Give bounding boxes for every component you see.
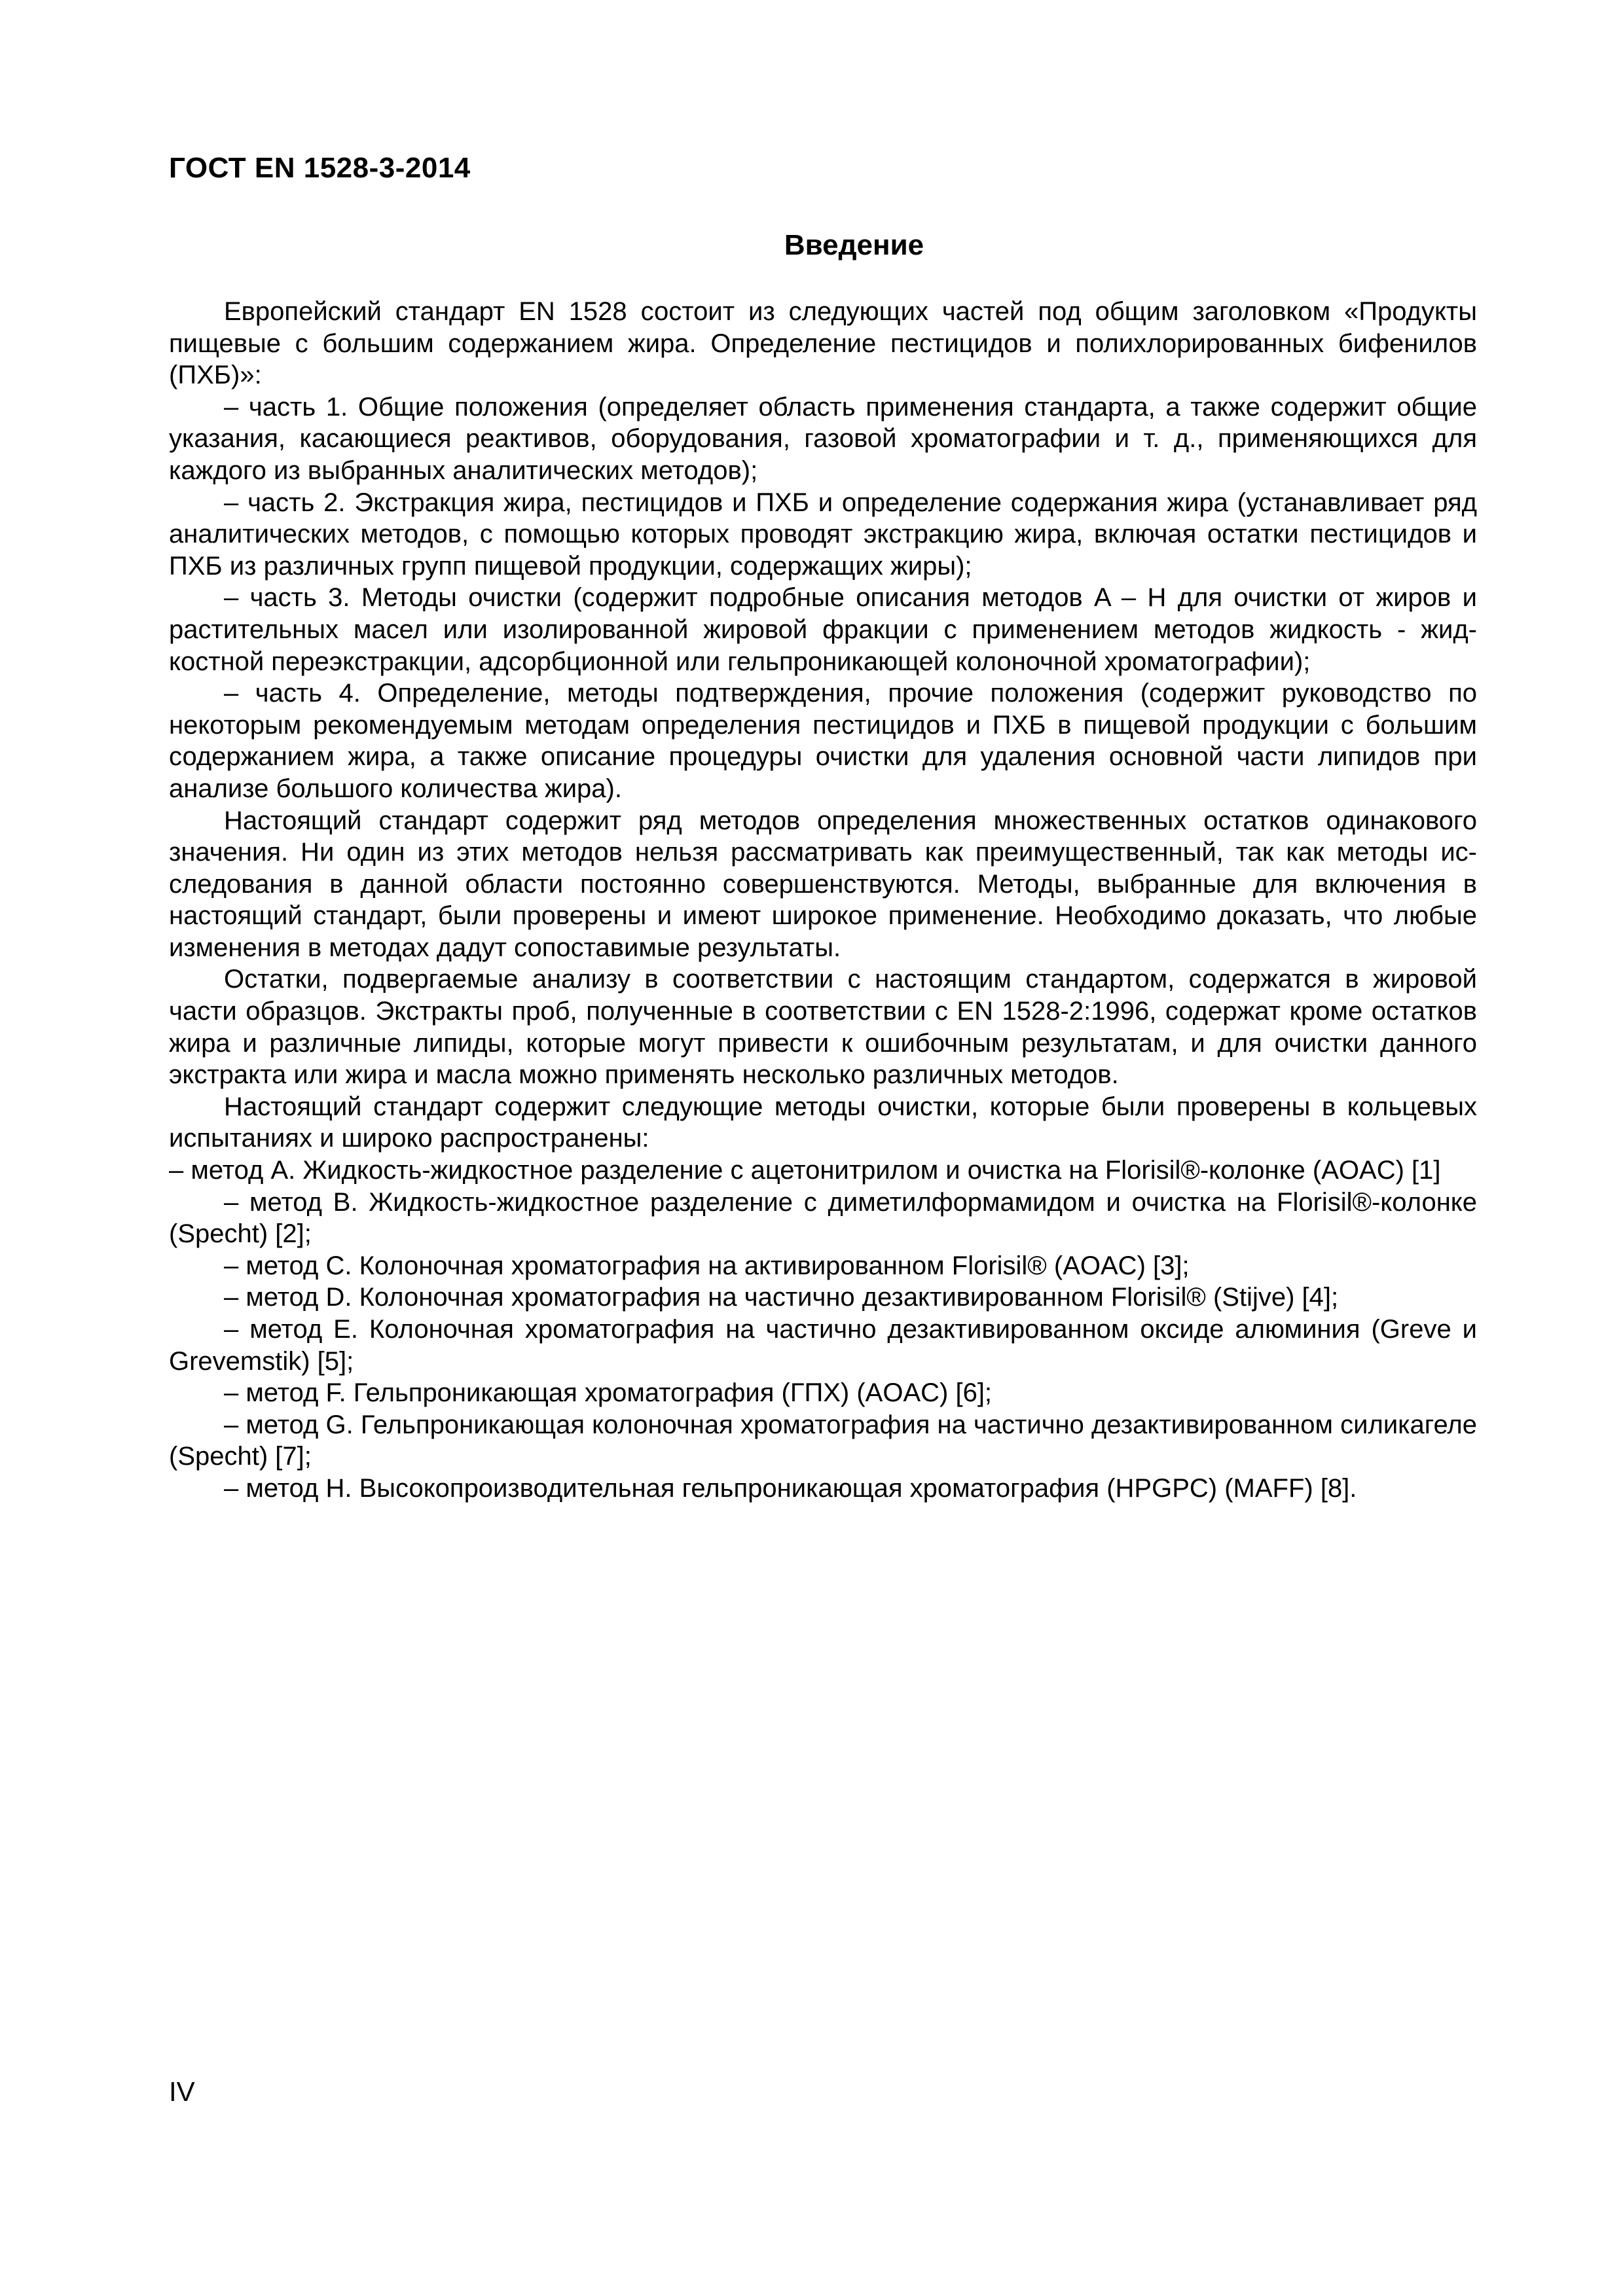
list-item-method-d: – метод D. Колоночная хроматография на частично дезактивированном Florisil® (Stijve) [4];	[224, 1283, 1339, 1312]
paragraph-intro: Европейский стандарт EN 1528 состоит из следующих частей под общим заголовком «Продукты пищевые с большим содержанием жира. Определение пестицидов и полихлорированных бифенилов (ПХБ)»:	[169, 297, 1477, 390]
list-item-method-c: – метод C. Колоночная хроматография на активированном Florisil® (AOAC) [3];	[224, 1251, 1190, 1280]
list-item-part-3: – часть 3. Методы очистки (содержит подробные описания методов A – H для очистки от жиров и растительных масел или изолированной жировой фракции с применением методов жидкость - жидкостной переэкстракции, адсорбционной или гельпроникающей колоночной хроматографии);	[169, 583, 1477, 676]
list-item-method-a: – метод A. Жидкость-жидкостное разделение с ацетонитрилом и очистка на Florisil®-колонке (AOAC) [1]	[169, 1156, 1441, 1185]
document-body	[169, 296, 1477, 1505]
page-number: IV	[169, 2076, 195, 2107]
list-item-part-2: – часть 2. Экстракция жира, пестицидов и ПХБ и определение содержания жира (устанавливает ряд аналитических методов, с помощью которых проводят экстракцию жира, включая остатки пестицидов и ПХБ из различных групп пищевой продукции, содержащих жиры);	[169, 488, 1477, 581]
paragraph-cleanup-methods: Настоящий стандарт содержит следующие методы очистки, которые были проверены в кольцевых испытаниях и широко распространены:	[169, 1092, 1477, 1153]
list-item-method-h: – метод H. Высокопроизводительная гельпроникающая хроматография (HPGPC) (MAFF) [8].	[224, 1473, 1357, 1503]
list-item-method-g: – метод G. Гельпроникающая колоночная хроматография на частично дезактивированном силикагеле (Specht) [7];	[169, 1410, 1477, 1471]
paragraph-residues: Остатки, подвергаемые анализу в соответствии с настоящим стандартом, содержатся в жировой части образцов. Экстракты проб, полученные в соответствии с EN 1528-2:1996, содержат кроме остатков жира и различные липиды, которые могут привести к ошибочным результатам, и для очистки данного экстракта или жира и масла можно применять несколько различных методов.	[169, 965, 1477, 1090]
list-item-part-4: – часть 4. Определение, методы подтверждения, прочие положения (содержит руководство по некоторым рекомендуемым методам определения пестицидов и ПХБ в пищевой продукции с большим содержанием жира, а также описание процедуры очистки для удаления основной части липидов при анализе большого количества жира).	[169, 679, 1477, 803]
list-item-method-e: – метод E. Колоночная хроматография на частично дезактивированном оксиде алюминия (Greve и Grevemstik) [5];	[169, 1315, 1477, 1376]
paragraph-methods-overview: Настоящий стандарт содержит ряд методов определения множественных остатков одинакового значения. Ни один из этих методов нельзя рассматривать как преимущественный, так как методы исследования в данной области постоянно совершенствуются. Методы, выбранные для включения в настоящий стандарт, были проверены и имеют широкое применение. Необходимо доказать, что любые изменения в методах дадут сопоставимые результаты.	[169, 806, 1477, 962]
list-item-part-1: – часть 1. Общие положения (определяет область применения стандарта, а также содержит общие указания, касающиеся реактивов, оборудования, газовой хроматографии и т. д., применяющихся для каждого из выбранных аналитических методов);	[169, 392, 1477, 485]
section-title: Введение	[784, 229, 924, 261]
list-item-method-b: – метод B. Жидкость-жидкостное разделение с диметилформамидом и очистка на Florisil®-колонке (Specht) [2];	[169, 1187, 1477, 1249]
document-header: ГОСТ EN 1528-3-2014	[169, 152, 471, 184]
list-item-method-f: – метод F. Гельпроникающая хроматография (ГПХ) (AOAC) [6];	[224, 1378, 993, 1408]
